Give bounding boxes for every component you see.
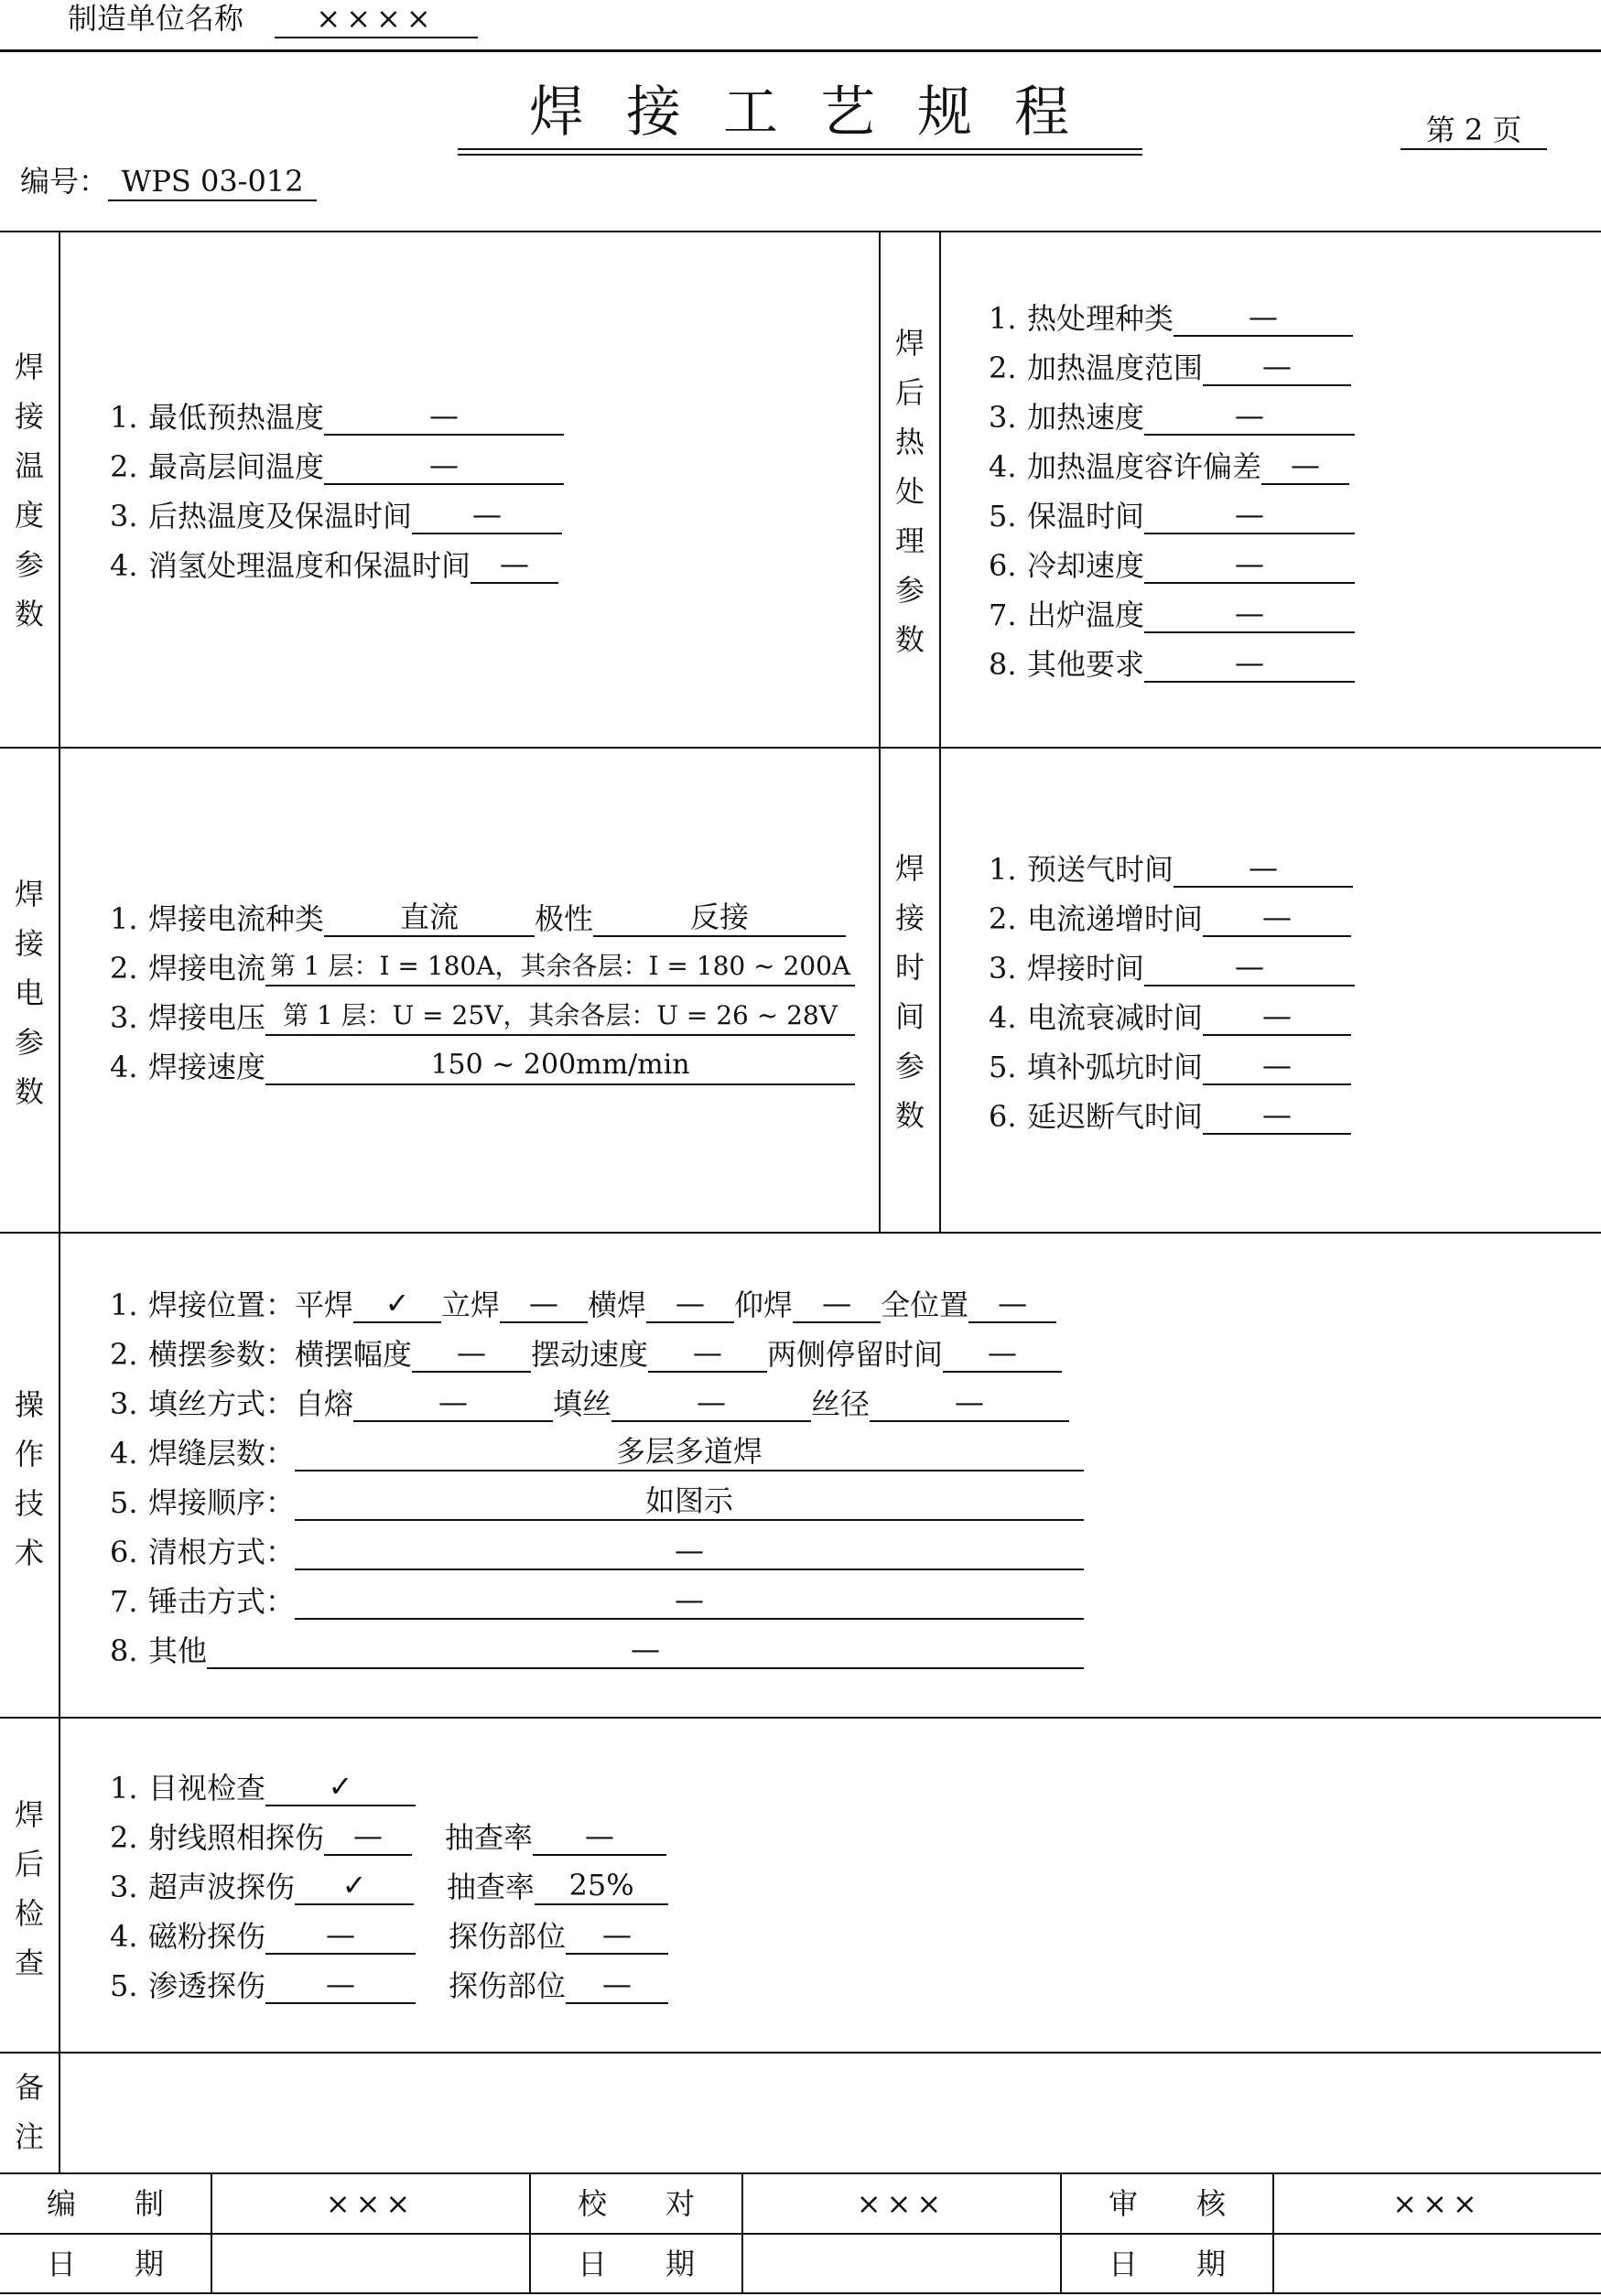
pwht-item-6: 6. 冷却速度 — — [989, 544, 1355, 584]
table-top-border — [0, 231, 1601, 232]
row-divider-2 — [0, 1232, 1601, 1234]
pwht-item-8: 8. 其他要求 — — [989, 642, 1355, 683]
check-label: 校 对 — [577, 2186, 695, 2221]
operation-side-label: 操 作 技 术 — [14, 1387, 44, 1570]
pwht-side-label: 焊 后 热 处 理 参 数 — [894, 326, 925, 657]
timing-item-3: 3. 焊接时间 — — [989, 946, 1355, 986]
row-divider-1 — [0, 747, 1601, 749]
pwht-item-5: 5. 保温时间 — — [989, 494, 1355, 534]
electrical-item-2: 2. 焊接电流 第 1 层：I = 180A，其余各层：I = 180 ~ 200A — [110, 946, 855, 986]
maker-label: 制造单位名称 — [68, 1, 244, 36]
operation-item-5: 5. 焊接顺序： 如图示 — [110, 1481, 1084, 1521]
side-label-divider — [59, 231, 60, 2172]
inspection-side-label: 焊 后 检 查 — [14, 1797, 44, 1980]
review-date-label: 日 期 — [1108, 2247, 1226, 2281]
timing-item-2: 2. 电流递增时间 — — [989, 897, 1351, 937]
pwht-item-2: 2. 加热温度范围 — — [989, 346, 1351, 386]
electrical-item-4: 4. 焊接速度 150 ~ 200mm/min — [110, 1045, 855, 1085]
timing-item-4: 4. 电流衰减时间 — — [989, 996, 1351, 1036]
inspection-item-4: 4. 磁粉探伤 — 探伤部位 — — [110, 1914, 668, 1955]
electrical-item-1: 1. 焊接电流种类 直流 极性 反接 — [110, 897, 846, 937]
weld-temp-item-1: 1. 最低预热温度 — — [110, 395, 564, 436]
inspection-item-1: 1. 目视检查 ✓ — [110, 1766, 416, 1806]
maker-value: ×××× — [275, 0, 478, 38]
mid-divider-right — [939, 231, 941, 1232]
row-divider-5 — [0, 2172, 1601, 2174]
timing-item-6: 6. 延迟断气时间 — — [989, 1094, 1351, 1135]
electrical-side-label: 焊 接 电 参 数 — [14, 877, 44, 1109]
weld-temp-item-4: 4. 消氢处理温度和保温时间 — — [110, 544, 558, 584]
electrical-item-3: 3. 焊接电压 第 1 层：U = 25V，其余各层：U = 26 ~ 28V — [110, 996, 855, 1036]
page-title: 焊接工艺规程 — [529, 81, 1111, 145]
timing-item-5: 5. 填补弧坑时间 — — [989, 1045, 1351, 1085]
inspection-item-5: 5. 渗透探伤 — 探伤部位 — — [110, 1964, 668, 2004]
compile-date-label: 日 期 — [46, 2247, 164, 2281]
check-value: ××× — [856, 2186, 947, 2221]
remarks-side-label: 备 注 — [14, 2070, 44, 2154]
weld-temp-item-2: 2. 最高层间温度 — — [110, 445, 564, 485]
operation-item-6: 6. 清根方式： — — [110, 1530, 1084, 1570]
timing-side-label: 焊 接 时 间 参 数 — [894, 851, 925, 1133]
page-number: 第 2 页 — [1401, 112, 1547, 150]
operation-item-4: 4. 焊缝层数： 多层多道焊 — [110, 1431, 1084, 1471]
compile-value: ××× — [325, 2186, 416, 2221]
review-value: ××× — [1392, 2186, 1483, 2221]
code-label: 编号： — [20, 164, 109, 199]
review-label: 审 核 — [1108, 2186, 1226, 2221]
operation-item-2: 2. 横摆参数：横摆幅度 — 摆动速度 — 两侧停留时间 — — [110, 1332, 1062, 1373]
row-divider-3 — [0, 1717, 1601, 1719]
pwht-item-4: 4. 加热温度容许偏差 — — [989, 445, 1349, 485]
code-value: WPS 03-012 — [108, 163, 317, 201]
title-underline-1 — [458, 148, 1142, 150]
inspection-item-3: 3. 超声波探伤 ✓ 抽查率 25% — [110, 1865, 668, 1905]
compile-label: 编 制 — [46, 2186, 164, 2221]
title-underline-2 — [458, 154, 1142, 156]
operation-item-8: 8. 其他 — — [110, 1629, 1084, 1669]
pwht-item-1: 1. 热处理种类 — — [989, 296, 1353, 337]
operation-item-1: 1. 焊接位置：平焊 ✓ 立焊 — 横焊 — 仰焊 — 全位置 — — [110, 1283, 1056, 1323]
row-divider-6 — [0, 2233, 1601, 2235]
check-date-label: 日 期 — [577, 2247, 695, 2281]
header-rule — [0, 49, 1601, 52]
timing-item-1: 1. 预送气时间 — — [989, 847, 1353, 888]
operation-item-3: 3. 填丝方式：自熔 — 填丝 — 丝径 — — [110, 1382, 1069, 1422]
weld-temp-side-label: 焊 接 温 度 参 数 — [14, 350, 44, 631]
weld-temp-item-3: 3. 后热温度及保温时间 — — [110, 494, 562, 534]
inspection-item-2: 2. 射线照相探伤 — 抽查率 — — [110, 1816, 666, 1856]
pwht-item-3: 3. 加热速度 — — [989, 395, 1355, 436]
pwht-item-7: 7. 出炉温度 — — [989, 593, 1355, 633]
operation-item-7: 7. 锤击方式： — — [110, 1579, 1084, 1620]
row-divider-4 — [0, 2052, 1601, 2053]
table-bottom-border — [0, 2292, 1601, 2294]
